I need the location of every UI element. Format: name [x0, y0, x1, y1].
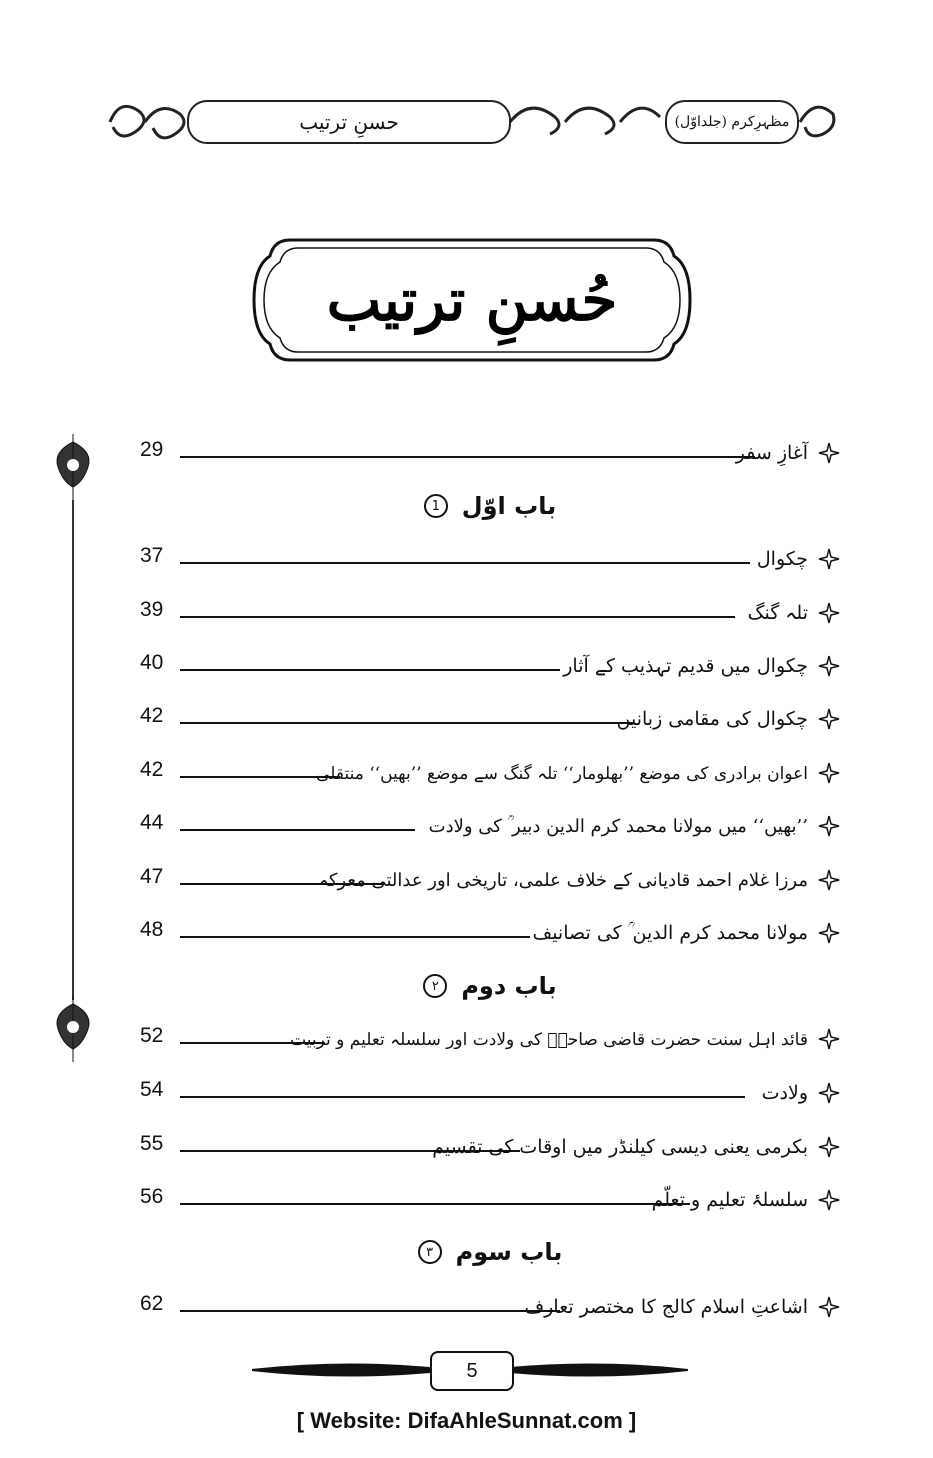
- toc-entry-text: مولانا محمد کرم الدین ؒ کی تصانیف: [532, 922, 808, 944]
- page-number: 5: [430, 1351, 514, 1391]
- toc-entry: [316, 762, 840, 784]
- chapter-number: 1: [424, 494, 448, 518]
- chapter-number: ۳: [418, 1240, 442, 1264]
- toc-entry-text: چکوال کی مقامی زبانیں: [616, 708, 808, 730]
- toc-leader-line: [180, 1096, 745, 1098]
- toc-page-number: 39: [140, 598, 164, 621]
- toc-entry-text: سلسلۂ تعلیم و تعلّم: [651, 1189, 808, 1211]
- toc-entry-text: اعوان برادری کی موضع ’’بھلومار‘‘ تلہ گنگ سے موضع ’’بھیں‘‘ منتقلی: [316, 763, 808, 784]
- toc-row[interactable]: [140, 1014, 840, 1054]
- toc-entry-text: اشاعتِ اسلام کالج کا مختصر تعارف: [524, 1296, 808, 1318]
- toc-leader-line: [180, 562, 750, 564]
- chapter-title: باب دوم: [461, 972, 557, 1000]
- toc-row[interactable]: [140, 908, 840, 948]
- toc-entry-text: آغازِ سفر: [735, 442, 808, 464]
- toc-row[interactable]: [140, 428, 840, 468]
- toc-leader-line: [180, 722, 635, 724]
- toc-row[interactable]: [140, 1175, 840, 1215]
- website-credit: [ Website: DifaAhleSunnat.com ]: [296, 1408, 637, 1433]
- chapter-heading: [140, 1230, 840, 1274]
- four-point-star-icon: [818, 1189, 840, 1211]
- toc-page-number: 54: [140, 1078, 164, 1101]
- toc-entry: [318, 869, 840, 891]
- toc-entry: [429, 815, 840, 837]
- running-header: [105, 92, 838, 152]
- toc-entry-text: بکرمی یعنی دیسی کیلنڈر میں اوقات کی تقسیم: [432, 1136, 808, 1158]
- chapter-title: باب سوم: [455, 1238, 563, 1266]
- toc-row[interactable]: [140, 748, 840, 788]
- toc-page-number: 42: [140, 758, 164, 781]
- four-point-star-icon: [818, 922, 840, 944]
- chapter-number: ۲: [423, 974, 447, 998]
- toc-entry-text: مرزا غلام احمد قادیانی کے خلاف علمی، تاریخی اور عدالتی معرکہ: [318, 869, 808, 891]
- toc-entry-text: ’’بھیں‘‘ میں مولانا محمد کرم الدین دبیر ؒ کی ولادت: [428, 815, 808, 837]
- toc-entry: [757, 548, 840, 570]
- toc-row[interactable]: [140, 801, 840, 841]
- toc-page-number: 29: [140, 438, 164, 461]
- four-point-star-icon: [818, 1082, 840, 1104]
- header-right-ornament-icon: [795, 92, 838, 152]
- toc-leader-line: [180, 829, 415, 831]
- toc-page-number: 44: [140, 811, 164, 834]
- toc-row[interactable]: [140, 694, 840, 734]
- toc-row[interactable]: [140, 855, 840, 895]
- footer-ornament: [250, 1345, 690, 1395]
- toc-entry: [762, 1082, 840, 1104]
- toc-page-number: 55: [140, 1132, 164, 1155]
- toc-leader-line: [180, 1203, 690, 1205]
- toc-entry: [617, 708, 840, 730]
- four-point-star-icon: [818, 1136, 840, 1158]
- four-point-star-icon: [818, 869, 840, 891]
- toc-page-number: 40: [140, 651, 164, 674]
- toc-page-number: 56: [140, 1185, 164, 1208]
- four-point-star-icon: [818, 708, 840, 730]
- toc-entry-text: تلہ گنگ: [747, 602, 808, 624]
- toc-row[interactable]: [140, 588, 840, 628]
- side-divider-line: [72, 500, 74, 1000]
- header-middle-ornament-icon: [505, 92, 665, 152]
- toc-page-number: 42: [140, 704, 164, 727]
- toc-page-number: 48: [140, 918, 164, 941]
- toc-page-number: 52: [140, 1024, 164, 1047]
- header-right-title: مظہرِکرم (جلداوّل): [665, 100, 799, 144]
- toc-page-number: 62: [140, 1292, 164, 1315]
- toc-row[interactable]: [140, 534, 840, 574]
- four-point-star-icon: [818, 655, 840, 677]
- header-left-title: حسنِ ترتیب: [187, 100, 511, 144]
- toc-entry: [563, 655, 840, 677]
- toc-entry: [525, 1296, 840, 1318]
- chapter-heading: [140, 964, 840, 1008]
- toc-entry: [652, 1189, 840, 1211]
- toc-leader-line: [180, 456, 755, 458]
- toc-page-number: 37: [140, 544, 164, 567]
- four-point-star-icon: [818, 815, 840, 837]
- toc-leader-line: [180, 669, 560, 671]
- toc-row[interactable]: [140, 641, 840, 681]
- toc-entry-text: چکوال میں قدیم تہذیب کے آثار: [563, 655, 808, 677]
- four-point-star-icon: [818, 1028, 840, 1050]
- toc-entry: [747, 602, 840, 624]
- four-point-star-icon: [818, 762, 840, 784]
- toc-leader-line: [180, 1310, 560, 1312]
- chapter-heading: [140, 484, 840, 528]
- toc-entry-text: قائد اہل سنت حضرت قاضی صاحبؒ کی ولادت اور سلسلہ تعلیم و تربیت: [290, 1029, 808, 1050]
- toc-entry-text: ولادت: [761, 1082, 808, 1104]
- toc-leader-line: [180, 936, 530, 938]
- toc-row[interactable]: [140, 1282, 840, 1322]
- toc-entry-text: چکوال: [756, 548, 808, 570]
- four-point-star-icon: [818, 442, 840, 464]
- four-point-star-icon: [818, 548, 840, 570]
- side-bottom-ornament-icon: [48, 994, 98, 1064]
- side-top-ornament-icon: [48, 432, 98, 502]
- toc-leader-line: [180, 616, 735, 618]
- toc-row[interactable]: [140, 1122, 840, 1162]
- toc-page-number: 47: [140, 865, 164, 888]
- toc-entry: [533, 922, 840, 944]
- toc-entry: [432, 1136, 840, 1158]
- toc-entry: [736, 442, 840, 464]
- four-point-star-icon: [818, 1296, 840, 1318]
- four-point-star-icon: [818, 602, 840, 624]
- toc-row[interactable]: [140, 1068, 840, 1108]
- chapter-title: باب اوّل: [461, 492, 557, 520]
- title-cartouche: [250, 236, 694, 364]
- header-left-ornament-icon: [105, 92, 195, 152]
- page-title: حُسنِ ترتیب: [326, 266, 618, 334]
- toc-entry: [290, 1028, 840, 1050]
